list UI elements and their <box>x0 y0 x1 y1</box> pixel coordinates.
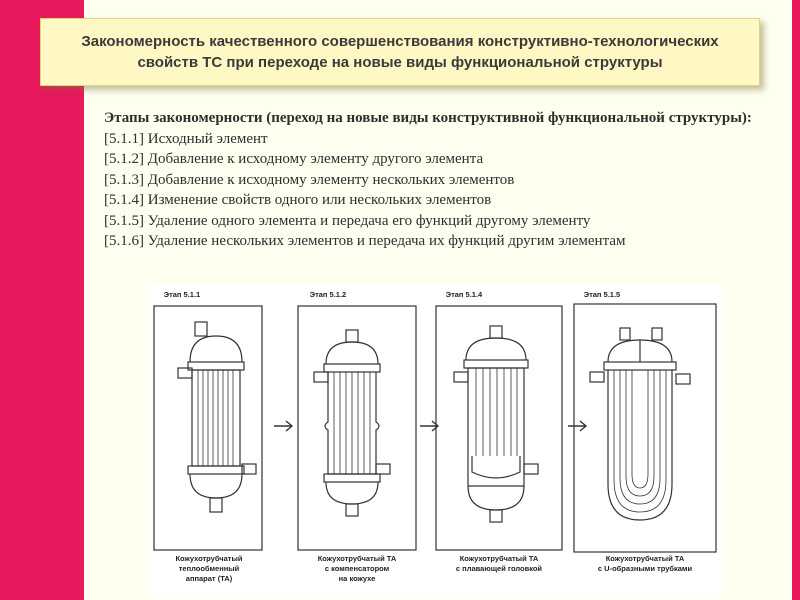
heat-exchanger-drawing <box>150 284 722 598</box>
arrow-1 <box>274 421 292 431</box>
stage-caption-3: Кожухотрубчатый ТА с плавающей головкой <box>455 554 543 573</box>
stage-2-drawing <box>298 306 416 550</box>
step-item: [5.1.6] Удаление нескольких элементов и передача их функций другим элементам <box>104 233 626 249</box>
stage-caption-1: Кожухотрубчатый теплообменный аппарат (ТА) <box>175 554 243 583</box>
stage-label-2: Этап 5.1.2 <box>309 290 347 299</box>
stage-4-drawing <box>574 304 716 552</box>
stage-label-1: Этап 5.1.1 <box>163 290 201 299</box>
arrow-2 <box>420 421 438 431</box>
stage-caption-4: Кожухотрубчатый ТА с U-образными трубками <box>597 554 693 573</box>
step-item: [5.1.1] Исходный элемент <box>104 130 268 147</box>
stage-label-3: Этап 5.1.4 <box>445 290 483 299</box>
stages-heading: Этапы закономерности (переход на новые виды конструктивной функциональной структуры): <box>104 110 752 126</box>
step-item: [5.1.5] Удаление одного элемента и передача его функций другому элементу <box>104 212 591 229</box>
slide-title: Закономерность качественного совершенствования конструктивно-технологических свойств ТС при переходе на новые виды функциональной структуры <box>81 33 719 71</box>
right-accent-bar <box>792 0 800 600</box>
slide-title-box <box>40 18 760 86</box>
left-accent-bar <box>0 0 84 600</box>
stage-label-4: Этап 5.1.5 <box>583 290 621 299</box>
heat-exchanger-figure <box>150 284 722 598</box>
stage-caption-2: Кожухотрубчатый ТА с компенсатором на кожухе <box>317 554 397 583</box>
step-item: [5.1.4] Изменение свойств одного или нескольких элементов <box>104 192 492 208</box>
step-item: [5.1.2] Добавление к исходному элементу другого элемента <box>104 151 484 167</box>
step-item: [5.1.3] Добавление к исходному элементу нескольких элементов <box>104 171 515 188</box>
arrow-3 <box>568 421 586 431</box>
stage-3-drawing <box>436 306 562 550</box>
stage-1-drawing <box>154 306 262 550</box>
content-text <box>104 108 764 252</box>
